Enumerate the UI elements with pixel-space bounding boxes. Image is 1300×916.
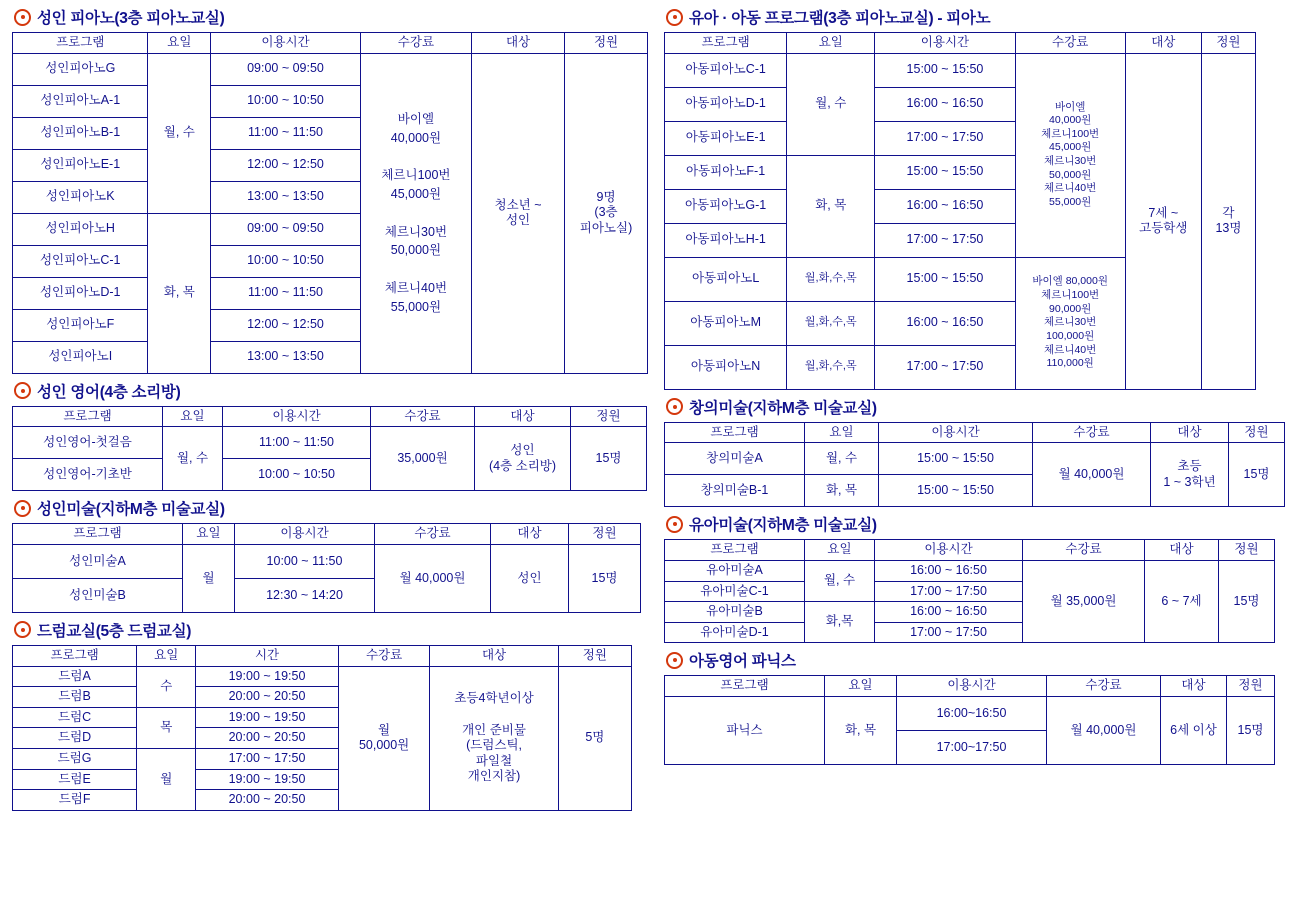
cell-days: 화, 목 — [148, 213, 211, 373]
section-title: 유아미술(지하M층 미술교실) — [689, 517, 877, 535]
cell-program: 성인영어-첫걸음 — [13, 427, 163, 459]
cell-time: 15:00 ~ 15:50 — [875, 53, 1015, 87]
section-adult-piano — [12, 6, 652, 374]
table-row — [665, 53, 1256, 87]
cell-time: 16:00 ~ 16:50 — [875, 87, 1015, 121]
cell-target: 청소년 ~ 성인 — [472, 53, 565, 373]
cell-capacity: 각 13명 — [1201, 53, 1255, 389]
section-title: 성인 영어(4층 소리방) — [37, 383, 181, 401]
table-header-row — [13, 406, 647, 427]
left-column — [12, 6, 652, 817]
table-drum — [12, 645, 632, 811]
cell-program: 아동피아노F-1 — [665, 155, 787, 189]
cell-time: 16:00~16:50 — [897, 697, 1047, 731]
cell-capacity: 9명 (3층 피아노실) — [565, 53, 648, 373]
cell-time: 16:00 ~ 16:50 — [875, 189, 1015, 223]
cell-time: 17:00 ~ 17:50 — [875, 121, 1015, 155]
cell-time: 12:00 ~ 12:50 — [211, 149, 361, 181]
col-time: 이용시간 — [875, 540, 1023, 561]
cell-time: 17:00~17:50 — [897, 731, 1047, 765]
col-days: 요일 — [148, 33, 211, 54]
col-program: 프로그램 — [13, 33, 148, 54]
col-time: 이용시간 — [235, 524, 375, 545]
cell-program: 드럼G — [13, 749, 137, 770]
cell-days: 월,화,수,목 — [787, 257, 875, 301]
cell-time: 11:00 ~ 11:50 — [211, 277, 361, 309]
cell-program: 성인미술B — [13, 578, 183, 612]
cell-time: 12:00 ~ 12:50 — [211, 309, 361, 341]
section-header-adult-art — [14, 497, 652, 519]
col-capacity: 정원 — [1229, 422, 1285, 443]
cell-program: 성인피아노F — [13, 309, 148, 341]
cell-days: 목 — [137, 707, 196, 748]
cell-program: 아동피아노N — [665, 345, 787, 389]
table-row — [13, 427, 647, 459]
section-header-kid-piano — [666, 6, 1290, 28]
table-header-row — [13, 645, 632, 666]
cell-time: 12:30 ~ 14:20 — [235, 578, 375, 612]
cell-program: 아동피아노E-1 — [665, 121, 787, 155]
col-days: 요일 — [825, 676, 897, 697]
cell-time: 10:00 ~ 10:50 — [223, 459, 371, 491]
cell-target: 초등4학년이상 개인 준비물 (드럼스틱, 파일철 개인지참) — [430, 666, 558, 810]
cell-time: 16:00 ~ 16:50 — [875, 602, 1023, 623]
cell-program: 아동피아노M — [665, 301, 787, 345]
section-header-creative-art — [666, 396, 1290, 418]
cell-time: 19:00 ~ 19:50 — [196, 769, 339, 790]
cell-time: 17:00 ~ 17:50 — [875, 581, 1023, 602]
cell-program: 드럼A — [13, 666, 137, 687]
section-header-infant-art — [666, 513, 1290, 535]
table-row — [665, 697, 1275, 731]
cell-program: 성인피아노B-1 — [13, 117, 148, 149]
cell-program: 창의미술A — [665, 443, 805, 475]
col-days: 요일 — [787, 33, 875, 54]
section-title: 아동영어 파닉스 — [689, 653, 796, 671]
col-capacity: 정원 — [565, 33, 648, 54]
cell-time: 10:00 ~ 10:50 — [211, 85, 361, 117]
col-capacity: 정원 — [558, 645, 631, 666]
cell-time: 15:00 ~ 15:50 — [875, 155, 1015, 189]
section-title: 성인미술(지하M층 미술교실) — [37, 501, 225, 519]
col-capacity: 정원 — [1201, 33, 1255, 54]
cell-program: 성인피아노A-1 — [13, 85, 148, 117]
bullet-icon — [14, 500, 31, 517]
col-program: 프로그램 — [665, 676, 825, 697]
cell-days: 월, 수 — [148, 53, 211, 213]
bullet-icon — [666, 652, 683, 669]
cell-program: 드럼F — [13, 790, 137, 811]
cell-days: 화, 목 — [825, 697, 897, 765]
table-row — [13, 666, 632, 687]
table-header-row — [13, 33, 648, 54]
table-infant-art — [664, 539, 1275, 643]
table-adult-piano — [12, 32, 648, 374]
col-time: 이용시간 — [879, 422, 1033, 443]
col-target: 대상 — [1125, 33, 1201, 54]
col-capacity: 정원 — [569, 524, 641, 545]
section-title: 성인 피아노(3층 피아노교실) — [37, 10, 225, 27]
section-adult-art — [12, 497, 652, 613]
bullet-icon — [14, 621, 31, 638]
table-header-row — [665, 676, 1275, 697]
bullet-icon — [666, 516, 683, 533]
col-target: 대상 — [491, 524, 569, 545]
col-capacity: 정원 — [1219, 540, 1275, 561]
col-target: 대상 — [430, 645, 558, 666]
cell-time: 11:00 ~ 11:50 — [223, 427, 371, 459]
cell-program: 드럼E — [13, 769, 137, 790]
cell-program: 성인피아노K — [13, 181, 148, 213]
cell-time: 17:00 ~ 17:50 — [875, 345, 1015, 389]
table-kid-english — [664, 675, 1275, 765]
table-creative-art — [664, 422, 1285, 508]
cell-time: 13:00 ~ 13:50 — [211, 181, 361, 213]
cell-days: 화, 목 — [787, 155, 875, 257]
table-header-row — [665, 422, 1285, 443]
col-target: 대상 — [1161, 676, 1227, 697]
col-fee: 수강료 — [1047, 676, 1161, 697]
col-program: 프로그램 — [13, 645, 137, 666]
col-days: 요일 — [183, 524, 235, 545]
col-program: 프로그램 — [665, 540, 805, 561]
cell-days: 화, 목 — [805, 475, 879, 507]
cell-program: 아동피아노H-1 — [665, 223, 787, 257]
cell-program: 아동피아노G-1 — [665, 189, 787, 223]
cell-fee: 바이엘 80,000원 체르니100번 90,000원 체르니30번 100,000원 체르니40번 110,000원 — [1015, 257, 1125, 389]
cell-days: 월, 수 — [805, 560, 875, 601]
cell-time: 09:00 ~ 09:50 — [211, 213, 361, 245]
cell-days: 월,화,수,목 — [787, 345, 875, 389]
cell-time: 13:00 ~ 13:50 — [211, 341, 361, 373]
col-time: 이용시간 — [875, 33, 1015, 54]
col-fee: 수강료 — [375, 524, 491, 545]
cell-time: 15:00 ~ 15:50 — [879, 443, 1033, 475]
cell-capacity: 15명 — [569, 544, 641, 612]
table-adult-art — [12, 523, 641, 613]
cell-time: 09:00 ~ 09:50 — [211, 53, 361, 85]
cell-program: 드럼B — [13, 687, 137, 708]
cell-time: 19:00 ~ 19:50 — [196, 707, 339, 728]
cell-time: 11:00 ~ 11:50 — [211, 117, 361, 149]
cell-capacity: 15명 — [571, 427, 647, 491]
bullet-icon — [14, 9, 31, 26]
cell-days: 화,목 — [805, 602, 875, 643]
cell-program: 성인피아노C-1 — [13, 245, 148, 277]
cell-time: 16:00 ~ 16:50 — [875, 560, 1023, 581]
table-header-row — [665, 540, 1275, 561]
bullet-icon — [666, 398, 683, 415]
cell-days: 월, 수 — [787, 53, 875, 155]
col-fee: 수강료 — [1033, 422, 1151, 443]
cell-fee: 35,000원 — [371, 427, 475, 491]
cell-days: 월,화,수,목 — [787, 301, 875, 345]
section-drum — [12, 619, 652, 811]
cell-program: 성인영어-기초반 — [13, 459, 163, 491]
col-capacity: 정원 — [571, 406, 647, 427]
cell-time: 16:00 ~ 16:50 — [875, 301, 1015, 345]
col-days: 요일 — [805, 422, 879, 443]
col-target: 대상 — [472, 33, 565, 54]
cell-time: 10:00 ~ 10:50 — [211, 245, 361, 277]
cell-program: 성인피아노D-1 — [13, 277, 148, 309]
cell-program: 드럼D — [13, 728, 137, 749]
table-header-row — [665, 33, 1256, 54]
cell-target: 6세 이상 — [1161, 697, 1227, 765]
cell-program: 드럼C — [13, 707, 137, 728]
cell-target: 성인 — [491, 544, 569, 612]
cell-program: 창의미술B-1 — [665, 475, 805, 507]
col-program: 프로그램 — [13, 524, 183, 545]
cell-time: 17:00 ~ 17:50 — [875, 622, 1023, 643]
right-column — [664, 6, 1290, 771]
cell-time: 10:00 ~ 11:50 — [235, 544, 375, 578]
cell-program: 파닉스 — [665, 697, 825, 765]
cell-capacity: 5명 — [558, 666, 631, 810]
cell-time: 15:00 ~ 15:50 — [879, 475, 1033, 507]
section-kid-piano — [664, 6, 1290, 390]
section-kid-english — [664, 649, 1290, 765]
section-infant-art — [664, 513, 1290, 643]
section-title: 유아 · 아동 프로그램(3층 피아노교실) - 피아노 — [689, 10, 991, 27]
col-target: 대상 — [475, 406, 571, 427]
section-header-drum — [14, 619, 652, 641]
cell-days: 수 — [137, 666, 196, 707]
section-creative-art — [664, 396, 1290, 508]
col-fee: 수강료 — [371, 406, 475, 427]
cell-days: 월, 수 — [805, 443, 879, 475]
table-kid-piano — [664, 32, 1256, 390]
col-fee: 수강료 — [338, 645, 430, 666]
cell-program: 유아미술C-1 — [665, 581, 805, 602]
cell-program: 성인미술A — [13, 544, 183, 578]
cell-fee: 월 35,000원 — [1023, 560, 1145, 643]
col-target: 대상 — [1151, 422, 1229, 443]
cell-program: 아동피아노C-1 — [665, 53, 787, 87]
cell-program: 유아미술B — [665, 602, 805, 623]
cell-time: 15:00 ~ 15:50 — [875, 257, 1015, 301]
cell-program: 성인피아노H — [13, 213, 148, 245]
col-time: 이용시간 — [223, 406, 371, 427]
col-days: 요일 — [805, 540, 875, 561]
table-row — [665, 560, 1275, 581]
col-fee: 수강료 — [1015, 33, 1125, 54]
table-row — [13, 53, 648, 85]
cell-target: 6 ~ 7세 — [1145, 560, 1219, 643]
cell-time: 20:00 ~ 20:50 — [196, 687, 339, 708]
col-time: 이용시간 — [211, 33, 361, 54]
table-header-row — [13, 524, 641, 545]
section-adult-english — [12, 380, 652, 492]
cell-program: 유아미술D-1 — [665, 622, 805, 643]
col-days: 요일 — [163, 406, 223, 427]
col-program: 프로그램 — [665, 422, 805, 443]
cell-program: 성인피아노I — [13, 341, 148, 373]
cell-time: 20:00 ~ 20:50 — [196, 790, 339, 811]
bullet-icon — [14, 382, 31, 399]
section-header-kid-english — [666, 649, 1290, 671]
cell-fee: 월 40,000원 — [1033, 443, 1151, 507]
cell-program: 유아미술A — [665, 560, 805, 581]
col-time: 시간 — [196, 645, 339, 666]
table-adult-english — [12, 406, 647, 492]
cell-fee: 바이엘 40,000원 체르니100번 45,000원 체르니30번 50,000원 체르니40번 55,000원 — [360, 53, 471, 373]
cell-capacity: 15명 — [1219, 560, 1275, 643]
cell-fee: 월 50,000원 — [338, 666, 430, 810]
cell-time: 20:00 ~ 20:50 — [196, 728, 339, 749]
cell-days: 월, 수 — [163, 427, 223, 491]
cell-days: 월 — [137, 749, 196, 811]
cell-program: 성인피아노G — [13, 53, 148, 85]
col-program: 프로그램 — [13, 406, 163, 427]
cell-time: 17:00 ~ 17:50 — [196, 749, 339, 770]
section-header-adult-piano — [14, 6, 652, 28]
table-row — [665, 443, 1285, 475]
cell-time: 19:00 ~ 19:50 — [196, 666, 339, 687]
section-title: 드럼교실(5층 드럼교실) — [37, 622, 192, 640]
col-time: 이용시간 — [897, 676, 1047, 697]
cell-target: 7세 ~ 고등학생 — [1125, 53, 1201, 389]
cell-days: 월 — [183, 544, 235, 612]
section-header-adult-english — [14, 380, 652, 402]
col-fee: 수강료 — [1023, 540, 1145, 561]
col-program: 프로그램 — [665, 33, 787, 54]
cell-target: 초등 1 ~ 3학년 — [1151, 443, 1229, 507]
cell-capacity: 15명 — [1227, 697, 1275, 765]
cell-program: 아동피아노L — [665, 257, 787, 301]
bullet-icon — [666, 9, 683, 26]
table-row — [13, 544, 641, 578]
cell-capacity: 15명 — [1229, 443, 1285, 507]
col-fee: 수강료 — [360, 33, 471, 54]
cell-fee: 월 40,000원 — [1047, 697, 1161, 765]
section-title: 창의미술(지하M층 미술교실) — [689, 399, 877, 417]
col-target: 대상 — [1145, 540, 1219, 561]
cell-program: 아동피아노D-1 — [665, 87, 787, 121]
cell-program: 성인피아노E-1 — [13, 149, 148, 181]
cell-time: 17:00 ~ 17:50 — [875, 223, 1015, 257]
col-capacity: 정원 — [1227, 676, 1275, 697]
cell-fee: 월 40,000원 — [375, 544, 491, 612]
cell-fee: 바이엘 40,000원 체르니100번 45,000원 체르니30번 50,000원 체르니40번 55,000원 — [1015, 53, 1125, 257]
cell-target: 성인 (4층 소리방) — [475, 427, 571, 491]
col-days: 요일 — [137, 645, 196, 666]
